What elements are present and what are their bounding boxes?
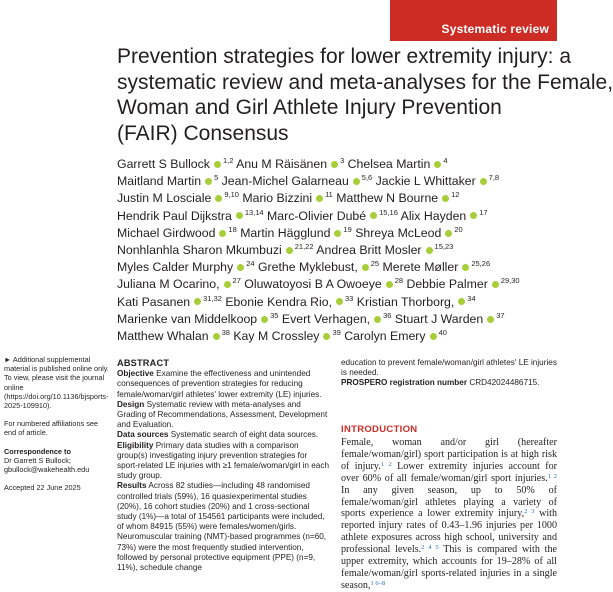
abstract-conclusion-tail: education to prevent female/woman/girl athletes' LE injuries is needed. <box>341 358 557 378</box>
author-name[interactable]: Kati Pasanen <box>117 294 191 309</box>
affiliation-number: 13,14 <box>244 207 264 217</box>
affiliation-number: 28 <box>394 276 404 286</box>
affiliation-number: 29,30 <box>500 276 520 286</box>
eligibility-text: Primary data studies with a comparison group(s) investigating injury prevention strategies for sport-related LE injuries with ≥1 female/woman/girl in each study group. <box>117 440 330 481</box>
orcid-icon[interactable] <box>214 161 221 168</box>
author-line <box>117 311 557 328</box>
affiliation-number: 4 <box>443 156 448 165</box>
title-line: systematic review and meta-analyses for the Female, <box>117 70 613 94</box>
orcid-icon[interactable] <box>430 333 437 340</box>
author-line <box>117 294 557 311</box>
author-name[interactable]: Martin Hägglund <box>240 225 331 240</box>
author-name[interactable]: Merete Møller <box>382 260 459 275</box>
correspondence-heading: Correspondence to <box>4 446 71 456</box>
introduction-paragraph <box>341 437 557 592</box>
citation-link[interactable]: 1 2 <box>547 472 558 480</box>
author-line <box>117 259 557 276</box>
results-text: Across 82 studies—including 48 randomised controlled trials (59%), 16 quasiexperimental studies (20%), 16 cohort studies (20%) and 1 cross-sectional study (1%)—a total of 154561 participants were included, of whom 84915 (55%) were females/women/girls. Neuromuscular training (NMT)-based programmes (n=60, 73%) were the most frequently studied intervention, followed by personal protective equipment (PPE) (n=9, 11%), schedule change <box>117 481 327 573</box>
sources-text: Systematic search of eight data sources. <box>170 430 319 440</box>
accepted-date: Accepted 22 June 2025 <box>4 483 81 493</box>
affiliation-number: 35 <box>270 310 279 320</box>
intro-text: This is compared with the upper extremity, which accounts for 19–28% of all female/woman/girl sports-related injuries in a single season, <box>341 544 557 591</box>
affiliation-number: 31,32 <box>203 293 222 303</box>
prospero <box>341 378 557 388</box>
introduction-heading: INTRODUCTION <box>341 424 418 435</box>
orcid-icon[interactable] <box>334 230 341 237</box>
author-name[interactable]: Justin M Losciale <box>117 191 212 206</box>
author-line <box>117 328 557 345</box>
title-line: Prevention strategies for lower extremity injury: a <box>117 45 572 68</box>
results-label: Results <box>117 481 147 491</box>
author-name[interactable]: Juliana M Ocarino, <box>117 277 220 292</box>
author-line <box>117 190 557 207</box>
orcid-icon[interactable] <box>331 161 338 168</box>
design-label: Design <box>117 399 145 409</box>
affiliation-number: 9,10 <box>224 190 239 200</box>
author-name[interactable]: Shreya McLeod <box>355 225 442 240</box>
title-line: (FAIR) Consensus <box>117 121 289 145</box>
orcid-icon[interactable] <box>374 316 381 323</box>
author-name[interactable]: Ebonie Kendra Rio, <box>225 294 333 309</box>
abstract-results <box>117 481 329 573</box>
intro-text: Lower extremity injuries account for over 60% of all female/woman/girl sport injuries. <box>341 460 557 484</box>
orcid-icon[interactable] <box>261 316 268 323</box>
affiliation-number: 15,16 <box>379 207 398 217</box>
abstract-sources <box>117 430 329 440</box>
author-line <box>117 225 557 242</box>
author-name[interactable]: Kristian Thorborg, <box>356 294 455 309</box>
affiliation-number: 21,22 <box>294 242 314 252</box>
author-name[interactable]: Grethe Myklebust, <box>257 260 358 275</box>
affiliation-number: 24 <box>246 259 255 269</box>
affiliation-number: 37 <box>496 310 505 320</box>
affiliation-number: 12 <box>451 190 460 200</box>
orcid-icon[interactable] <box>237 264 244 271</box>
author-name[interactable]: Hendrik Paul Dijkstra <box>117 208 232 223</box>
affiliation-number: 25 <box>370 259 380 269</box>
article-title <box>117 44 613 146</box>
orcid-icon[interactable] <box>336 298 343 305</box>
author-list <box>117 156 557 345</box>
abstract-design <box>117 400 329 431</box>
author-name[interactable]: Oluwatoyosi B A Owoeye <box>244 277 382 292</box>
intro-text: with reported injury rates of 0.43–1.96 injuries per 1000 athlete exposures across high school, university and professional levels. <box>341 508 558 556</box>
affiliation-number: 3 <box>340 156 345 165</box>
orcid-icon[interactable] <box>353 178 360 185</box>
sidebar-notes <box>4 355 110 501</box>
author-name[interactable]: Nonhlanhla Sharon Mkumbuzi <box>117 243 282 258</box>
affiliation-number: 15,23 <box>434 242 454 252</box>
intro-text: Female, woman and/or girl (hereafter female/woman/girl) sport participation is at high risk of injury. <box>341 437 557 472</box>
sources-label: Data sources <box>117 430 169 440</box>
affiliation-number: 11 <box>325 190 333 200</box>
author-line <box>117 208 557 225</box>
orcid-icon[interactable] <box>286 247 293 254</box>
author-name[interactable]: Andrea Britt Mosler <box>316 243 422 258</box>
correspondence-name: Dr Garrett S Bullock; <box>4 455 71 465</box>
orcid-icon[interactable] <box>445 230 452 237</box>
affiliation-number: 5,6 <box>361 173 373 183</box>
orcid-icon[interactable] <box>492 281 499 288</box>
author-line <box>117 276 557 293</box>
author-line <box>117 242 557 259</box>
affiliation-number: 18 <box>228 224 237 234</box>
objective-text: Examine the effectiveness and unintended consequences of prevention strategies for reducing female/woman/girl athletes' lower extremity (LE) injuries. <box>117 369 322 399</box>
orcid-icon[interactable] <box>480 178 487 185</box>
affiliation-number: 7,8 <box>488 173 500 183</box>
abstract-objective <box>117 369 329 400</box>
orcid-icon[interactable] <box>426 247 433 254</box>
author-name[interactable]: Maitland Martin <box>117 174 202 189</box>
orcid-icon[interactable] <box>362 264 369 271</box>
affiliation-number: 17 <box>479 207 488 217</box>
author-name[interactable]: Garrett S Bullock <box>117 157 210 171</box>
affiliation-number: 34 <box>467 293 476 303</box>
article-type-banner <box>390 0 557 41</box>
author-name[interactable]: Mario Bizzini <box>242 191 313 206</box>
orcid-icon[interactable] <box>470 212 477 219</box>
affiliation-number: 27 <box>232 276 241 286</box>
affiliation-number: 33 <box>345 293 354 303</box>
affiliation-number: 38 <box>221 328 230 338</box>
citation-link[interactable]: 2 3 <box>524 508 535 516</box>
author-name[interactable]: Matthew N Bourne <box>336 191 439 206</box>
intro-text: In any given season, up to 50% of female/woman/girl athletes playing a variety of sports experience a lower extremity injury, <box>341 484 557 520</box>
author-name[interactable]: Michael Girdwood <box>117 225 216 240</box>
affiliation-number: 1,2 <box>222 156 234 165</box>
author-line <box>117 156 557 173</box>
orcid-icon[interactable] <box>236 212 243 219</box>
orcid-icon[interactable] <box>458 298 465 305</box>
abstract <box>117 358 329 573</box>
author-name[interactable]: Myles Calder Murphy <box>117 260 234 275</box>
orcid-icon[interactable] <box>434 161 441 168</box>
author-name[interactable]: Anu M Räisänen <box>236 157 328 171</box>
author-name[interactable]: Evert Verhagen, <box>281 311 371 326</box>
title-line: Woman and Girl Athlete Injury Prevention <box>117 96 502 119</box>
abstract-continued <box>341 358 557 389</box>
objective-label: Objective <box>117 369 154 379</box>
eligibility-label: Eligibility <box>117 440 154 450</box>
author-name[interactable]: Kay M Crossley <box>233 329 320 344</box>
affiliation-number: 40 <box>438 328 447 338</box>
orcid-icon[interactable] <box>487 316 494 323</box>
article-type-label: Systematic review <box>441 22 549 36</box>
orcid-icon[interactable] <box>224 281 231 288</box>
affiliation-number: 19 <box>343 224 352 234</box>
correspondence-email[interactable]: gbullock@wakehealth.edu <box>4 465 90 475</box>
orcid-icon[interactable] <box>205 178 212 185</box>
abstract-eligibility <box>117 441 329 482</box>
citation-link[interactable]: 1 2 <box>380 460 392 468</box>
author-name[interactable]: Marc-Olivier Dubé <box>267 208 367 223</box>
author-name[interactable]: Alix Hayden <box>400 208 467 223</box>
affiliation-number: 36 <box>383 310 392 320</box>
author-line <box>117 173 557 190</box>
prospero-number: CRD42024486715. <box>469 378 540 388</box>
citation-link[interactable]: 1 6–8 <box>370 579 386 587</box>
introduction-body <box>341 437 557 592</box>
orcid-icon[interactable] <box>323 333 330 340</box>
author-name[interactable]: Marienke van Middelkoop <box>117 311 258 326</box>
orcid-icon[interactable] <box>213 333 220 340</box>
affiliation-number: 39 <box>332 328 341 338</box>
orcid-icon[interactable] <box>442 195 449 202</box>
orcid-icon[interactable] <box>219 230 226 237</box>
author-name[interactable]: Jean-Michel Galarneau <box>221 174 349 189</box>
affiliations-note: For numbered affiliations see end of article. <box>4 419 98 438</box>
orcid-icon[interactable] <box>316 195 323 202</box>
design-text: Systematic review with meta-analyses and Grading of Recommendations, Assessment, Development and Evaluation. <box>117 399 328 430</box>
orcid-icon[interactable] <box>370 212 377 219</box>
author-name[interactable]: Matthew Whalan <box>117 329 209 344</box>
orcid-icon[interactable] <box>386 281 393 288</box>
author-name[interactable]: Debbie Palmer <box>406 277 488 292</box>
abstract-heading: ABSTRACT <box>117 358 170 368</box>
orcid-icon[interactable] <box>194 298 201 305</box>
orcid-icon[interactable] <box>462 264 469 271</box>
supplemental-note: ► Additional supplemental material is published online only. To view, please visit the journal online (https://doi.org/10.1136/bjsports-2025-109910). <box>4 355 109 411</box>
prospero-label: PROSPERO registration number <box>341 378 468 388</box>
author-name[interactable]: Carolyn Emery <box>344 329 426 344</box>
author-name[interactable]: Chelsea Martin <box>347 157 431 171</box>
correspondence <box>4 447 110 475</box>
affiliation-number: 5 <box>214 173 219 183</box>
author-name[interactable]: Jackie L Whittaker <box>375 174 476 189</box>
affiliation-number: 25,26 <box>471 259 491 269</box>
affiliation-number: 20 <box>454 224 463 234</box>
citation-link[interactable]: 2 4 5 <box>421 544 439 552</box>
orcid-icon[interactable] <box>215 195 222 202</box>
author-name[interactable]: Stuart J Warden <box>394 311 484 326</box>
